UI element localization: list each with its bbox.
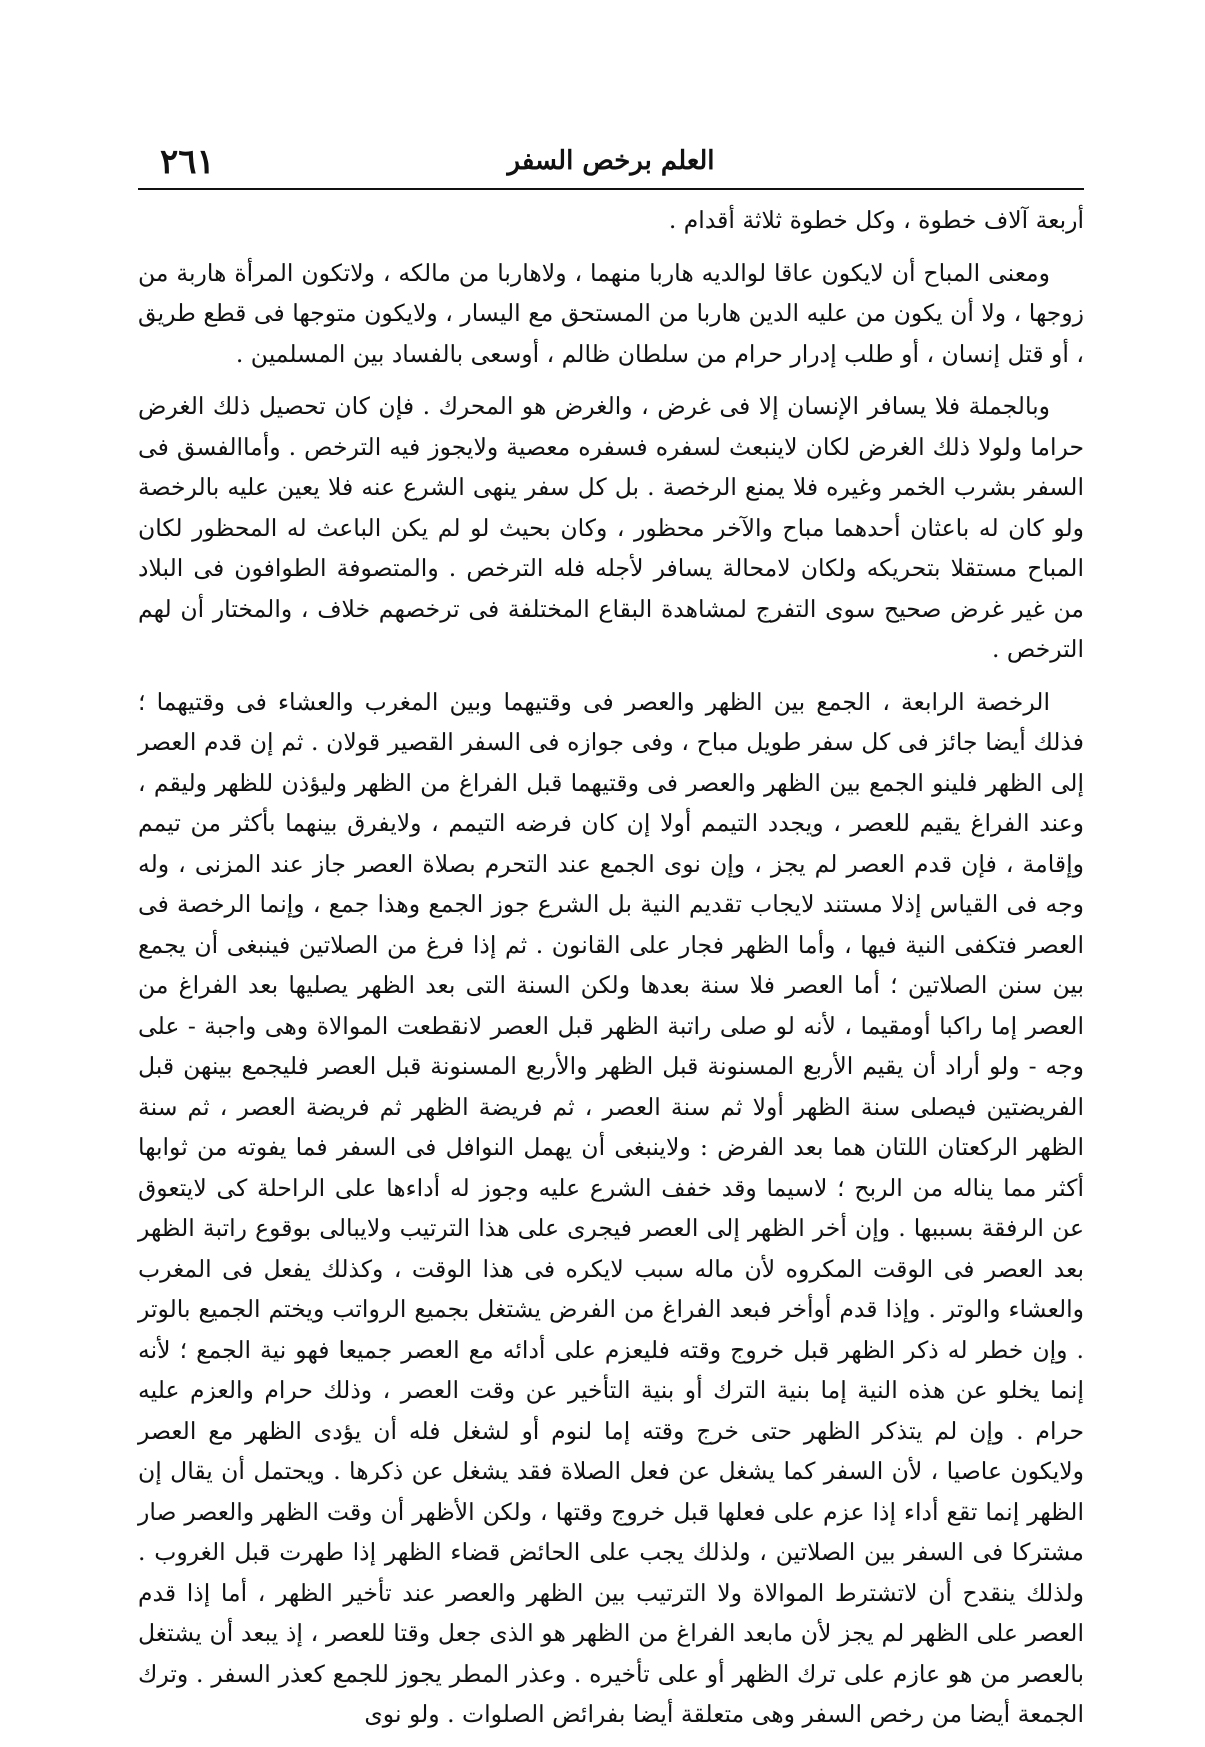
page-number: ٢٦١	[160, 142, 215, 182]
body-text	[138, 200, 1084, 1735]
paragraph: وبالجملة فلا يسافر الإنسان إلا فى غرض ، والغرض هو المحرك . فإن كان تحصيل ذلك الغرض حراما ولولا ذلك الغرض لكان لاينبعث لسفره فسفره معصية ولايجوز فيه الترخص . وأماالفسق فى السفر بشرب الخمر وغيره فلا يمنع الرخصة . بل كل سفر ينهى الشرع عنه فلا يعين عليه بالرخصة ولو كان له باعثان أحدهما مباح والآخر محظور ، وكان بحيث لو لم يكن الباعث له المحظور لكان المباح مستقلا بتحريكه ولكان لامحالة يسافر لأجله فله الترخص . والمتصوفة الطوافون فى البلاد من غير غرض صحيح سوى التفرج لمشاهدة البقاع المختلفة فى ترخصهم خلاف ، والمختار أن لهم الترخص .	[138, 392, 1084, 663]
paragraph: الرخصة الرابعة ، الجمع بين الظهر والعصر فى وقتيهما وبين المغرب والعشاء فى وقتيهما ؛ فذلك أيضا جائز فى كل سفر طويل مباح ، وفى جوازه فى السفر القصير قولان . ثم إن قدم العصر إلى الظهر فلينو الجمع بين الظهر والعصر فى وقتيهما قبل الفراغ من الظهر وليؤذن للظهر وليقم ، وعند الفراغ يقيم للعصر ، ويجدد التيمم أولا إن كان فرضه التيمم ، ولايفرق بينهما بأكثر من تيمم وإقامة ، فإن قدم العصر لم يجز ، وإن نوى الجمع عند التحرم بصلاة العصر جاز عند المزنى ، وله وجه فى القياس إذلا مستند لايجاب تقديم النية بل الشرع جوز الجمع وهذا جمع ، وإنما الرخصة فى العصر فتكفى النية فيها ، وأما الظهر فجار على القانون . ثم إذا فرغ من الصلاتين فينبغى أن يجمع بين سنن الصلاتين ؛ أما العصر فلا سنة بعدها ولكن السنة التى بعد الظهر يصليها بعد الفراغ من العصر إما راكبا أومقيما ، لأنه لو صلى راتبة الظهر قبل العصر لانقطعت الموالاة وهى واجبة - على وجه - ولو أراد أن يقيم الأربع المسنونة قبل الظهر والأربع المسنونة قبل العصر فليجمع بينهن قبل الفريضتين فيصلى سنة الظهر أولا ثم سنة العصر ، ثم فريضة الظهر ثم فريضة العصر ، ثم سنة الظهر الركعتان اللتان هما بعد الفرض : ولاينبغى أن يهمل النوافل فى السفر فما يفوته من ثوابها أكثر مما يناله من الربح ؛ لاسيما وقد خفف الشرع عليه وجوز له أداءها على الراحلة كى لايتعوق عن الرفقة بسببها . وإن أخر الظهر إلى العصر فيجرى على هذا الترتيب ولايبالى بوقوع راتبة الظهر بعد العصر فى الوقت المكروه لأن ماله سبب لايكره فى هذا الوقت ، وكذلك يفعل فى المغرب والعشاء والوتر . وإذا قدم أوأخر فبعد الفراغ من الفرض يشتغل بجميع الرواتب ويختم الجميع بالوتر . وإن خطر له ذكر الظهر قبل خروج وقته فليعزم على أدائه مع العصر جميعا فهو نية الجمع ؛ لأنه إنما يخلو عن هذه النية إما بنية الترك أو بنية التأخير عن وقت العصر ، وذلك حرام والعزم عليه حرام . وإن لم يتذكر الظهر حتى خرج وقته إما لنوم أو لشغل فله أن يؤدى الظهر مع العصر ولايكون عاصيا ، لأن السفر كما يشغل عن فعل الصلاة فقد يشغل عن ذكرها . ويحتمل أن يقال إن الظهر إنما تقع أداء إذا عزم على فعلها قبل خروج وقتها ، ولكن الأظهر أن وقت الظهر والعصر صار مشتركا فى السفر بين الصلاتين ، ولذلك يجب على الحائض قضاء الظهر إذا طهرت قبل الغروب . ولذلك ينقدح أن لاتشترط الموالاة ولا الترتيب بين الظهر والعصر عند تأخير الظهر ، أما إذا قدم العصر على الظهر لم يجز لأن مابعد الفراغ من الظهر هو الذى جعل وقتا للعصر ، إذ يبعد أن يشتغل بالعصر من هو عازم على ترك الظهر أو على تأخيره . وعذر المطر يجوز للجمع كعذر السفر . وترك الجمعة أيضا من رخص السفر وهى متعلقة أيضا بفرائض الصلوات . ولو نوى	[138, 687, 1084, 1728]
paragraph: ومعنى المباح أن لايكون عاقا لوالديه هاربا منهما ، ولاهاربا من مالكه ، ولاتكون المرأة هاربة من زوجها ، ولا أن يكون من عليه الدين هاربا من المستحق مع اليسار ، ولايكون متوجها فى قطع طريق ، أو قتل إنسان ، أو طلب إدرار حرام من سلطان ظالم ، أوسعى بالفساد بين المسلمين .	[138, 258, 1084, 368]
paragraph: أربعة آلاف خطوة ، وكل خطوة ثلاثة أقدام .	[668, 206, 1084, 234]
page-header	[138, 140, 1084, 190]
running-title: العلم برخص السفر	[507, 146, 715, 176]
book-page	[138, 140, 1084, 1747]
